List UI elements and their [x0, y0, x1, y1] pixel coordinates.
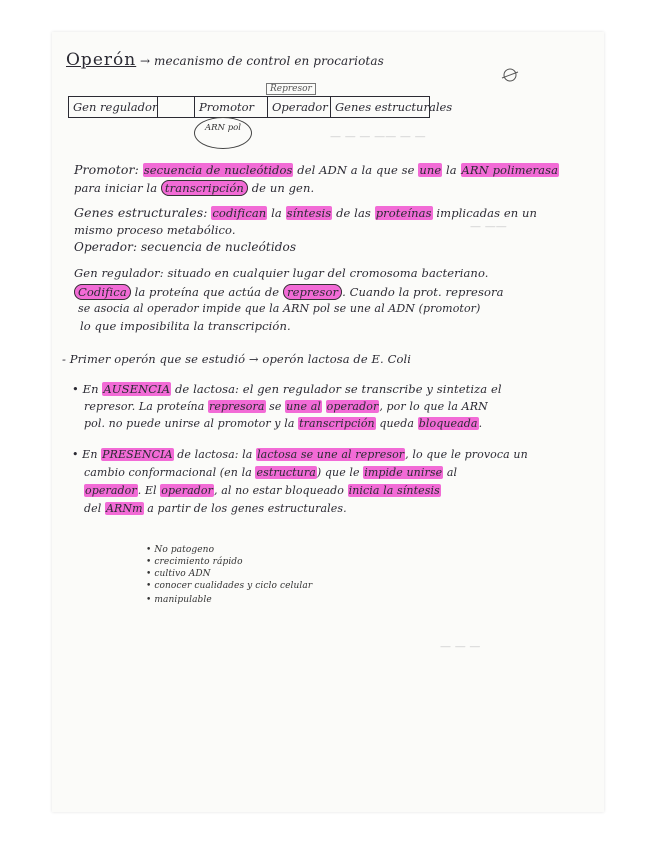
- highlight-presencia: PRESENCIA: [102, 448, 173, 461]
- highlight-ausencia: AUSENCIA: [103, 382, 171, 396]
- highlight-codifican: codifican: [212, 206, 267, 220]
- text-fragment: de las: [336, 206, 371, 220]
- note-item: • conocer cualidades y ciclo celular: [146, 581, 313, 591]
- text-fragment: cambio conformacional (en la: [84, 466, 252, 479]
- text-fragment: a partir de los genes estructurales.: [147, 502, 347, 515]
- highlight-sintesis: síntesis: [286, 206, 332, 220]
- text-fragment: la: [446, 163, 457, 177]
- genes-line-2: mismo proceso metabólico.: [74, 223, 236, 237]
- highlight-represora: represora: [208, 400, 265, 413]
- bleed-through-text: — — — —— — —: [330, 130, 426, 143]
- presencia-line-3: [84, 484, 441, 497]
- text-fragment: al: [446, 466, 458, 479]
- highlight-codifica: Codifica: [74, 284, 131, 300]
- highlight-arn-polimerasa: ARN polimerasa: [461, 163, 559, 177]
- note-item: • manipulable: [146, 595, 212, 605]
- highlight-lactosa-une: lactosa se une al represor: [257, 448, 405, 461]
- presencia-line-2: [84, 466, 457, 479]
- text-fragment: de un gen.: [251, 181, 315, 195]
- regulador-line-1: Gen regulador: situado en cualquier lugar del cromosoma bacteriano.: [74, 266, 489, 280]
- ausencia-line-1: [72, 382, 502, 396]
- genes-label: Genes estructurales:: [74, 205, 208, 220]
- highlight-bloqueada: bloqueada: [418, 417, 478, 430]
- represor-label: Represor: [266, 83, 316, 95]
- title-subtitle: → mecanismo de control en procariotas: [139, 54, 384, 68]
- presencia-line-4: [84, 502, 347, 515]
- text-fragment: represor. La proteína: [84, 400, 205, 413]
- ausencia-line-2: [84, 400, 488, 413]
- note-item: • cultivo ADN: [146, 569, 211, 579]
- highlight-une-al: une al: [286, 400, 321, 413]
- text-fragment: del ADN a la que se: [297, 163, 415, 177]
- cell-genes-estructurales: Genes estructurales: [335, 100, 453, 114]
- doodle-icon: [500, 66, 520, 84]
- text-fragment: . Cuando la prot. represora: [342, 285, 504, 299]
- text-fragment: • En: [72, 382, 99, 396]
- text-fragment: ) que le: [316, 466, 360, 479]
- text-fragment: pol. no puede unirse al promotor y la: [84, 417, 295, 430]
- highlight-operador: operador: [326, 400, 379, 413]
- cell-operador: Operador: [268, 97, 331, 117]
- highlight-proteinas: proteínas: [375, 206, 432, 220]
- operon-diagram: [68, 96, 453, 118]
- highlight-une: une: [419, 163, 442, 177]
- text-fragment: la proteína que actúa de: [134, 285, 280, 299]
- promotor-line-1: [74, 162, 559, 177]
- text-fragment: se: [269, 400, 282, 413]
- highlight-operador-2: operador: [85, 484, 137, 497]
- text-fragment: del: [84, 502, 102, 515]
- text-fragment: • En: [72, 448, 98, 461]
- highlight-represor: represor: [283, 284, 342, 300]
- highlight-operador-3: operador: [161, 484, 213, 497]
- highlight-arnm: ARNm: [105, 502, 143, 515]
- text-fragment: , por lo que la ARN: [379, 400, 488, 413]
- regulador-line-2: [74, 285, 504, 299]
- page-title: Operón: [66, 50, 137, 70]
- text-fragment: , lo que le provoca un: [405, 448, 528, 461]
- text-fragment: la: [271, 206, 282, 220]
- text-fragment: . El: [137, 484, 157, 497]
- text-fragment: implicadas en un: [436, 206, 538, 220]
- promotor-label: Promotor:: [74, 162, 139, 177]
- genes-line-1: [74, 205, 537, 220]
- highlight-transcripcion-2: transcripción: [299, 417, 375, 430]
- regulador-line-4: lo que imposibilita la transcripción.: [80, 319, 291, 333]
- operador-line: Operador: secuencia de nucleótidos: [74, 240, 297, 254]
- text-fragment: , al no estar bloqueado: [214, 484, 344, 497]
- cell-gap: [158, 97, 195, 117]
- arn-pol-ellipse: [194, 117, 252, 149]
- note-item: • No patogeno: [146, 545, 215, 555]
- text-fragment: queda: [379, 417, 415, 430]
- text-fragment: .: [478, 417, 483, 430]
- highlight-secuencia: secuencia de nucleótidos: [143, 163, 293, 177]
- primer-operon-line: - Primer operón que se estudió → operón lactosa de E. Coli: [62, 352, 412, 366]
- highlight-inicia-sintesis: inicia la síntesis: [348, 484, 440, 497]
- cell-promotor: Promotor: [195, 97, 268, 117]
- title-row: [66, 50, 384, 70]
- cell-gen-regulador: Gen regulador: [69, 97, 158, 117]
- arn-pol-label: ARN pol: [205, 123, 241, 133]
- promotor-line-2: [74, 181, 314, 195]
- ausencia-line-3: [84, 417, 482, 430]
- presencia-line-1: [72, 448, 528, 461]
- note-item: • crecimiento rápido: [146, 557, 243, 567]
- highlight-estructura: estructura: [256, 466, 316, 479]
- highlight-impide-unirse: impide unirse: [364, 466, 443, 479]
- regulador-line-3: se asocia al operador impide que la ARN pol se une al ADN (promotor): [78, 302, 481, 315]
- text-fragment: para iniciar la: [74, 181, 158, 195]
- bleed-through-text: — ——: [470, 220, 507, 233]
- bleed-through-text: — — —: [440, 640, 481, 653]
- highlight-transcripcion: transcripción: [161, 180, 248, 196]
- text-fragment: de lactosa: el gen regulador se transcribe y sintetiza el: [174, 382, 502, 396]
- text-fragment: de lactosa: la: [177, 448, 253, 461]
